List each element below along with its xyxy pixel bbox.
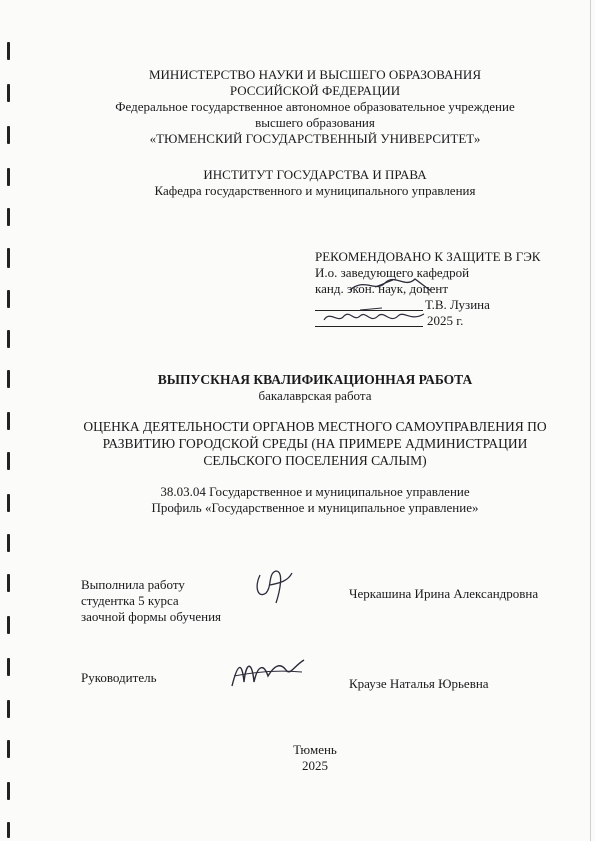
author-label-3: заочной формы обучения bbox=[81, 609, 222, 624]
work-subtype: бакалаврская работа bbox=[258, 388, 372, 403]
ministry-line: МИНИСТЕРСТВО НАУКИ И ВЫСШЕГО ОБРАЗОВАНИЯ bbox=[148, 67, 481, 82]
binder-mark bbox=[7, 616, 10, 634]
binder-mark bbox=[7, 452, 10, 470]
supervisor-label: Руководитель bbox=[81, 670, 157, 685]
supervisor-signature-icon bbox=[228, 652, 308, 694]
institute-block bbox=[60, 167, 570, 199]
binder-mark bbox=[7, 740, 10, 758]
work-type: ВЫПУСКНАЯ КВАЛИФИКАЦИОННАЯ РАБОТА bbox=[157, 372, 473, 387]
author-label-2: студентка 5 курса bbox=[81, 593, 179, 608]
binder-mark bbox=[7, 534, 10, 552]
year: 2025 bbox=[302, 758, 328, 773]
author-labels bbox=[81, 577, 221, 625]
binder-mark bbox=[7, 84, 10, 102]
binder-mark bbox=[7, 782, 10, 800]
approval-year: 2025 г. bbox=[427, 313, 464, 328]
binder-mark bbox=[7, 330, 10, 348]
city: Тюмень bbox=[293, 742, 337, 757]
institute-name: ИНСТИТУТ ГОСУДАРСТВА И ПРАВА bbox=[203, 167, 427, 182]
head-name: Т.В. Лузина bbox=[425, 297, 490, 312]
department-name: Кафедра государственного и муниципального управления bbox=[154, 183, 476, 198]
work-title-line-2: РАЗВИТИЮ ГОРОДСКОЙ СРЕДЫ (НА ПРИМЕРЕ АДМИНИСТРАЦИИ bbox=[102, 436, 528, 451]
approval-position: И.о. заведующего кафедрой bbox=[315, 265, 470, 280]
binder-mark bbox=[7, 126, 10, 144]
binder-mark bbox=[7, 658, 10, 676]
binder-mark bbox=[7, 494, 10, 512]
supervisor-name: Краузе Наталья Юрьевна bbox=[349, 676, 489, 691]
approval-degree: канд. экон. наук, доцент bbox=[315, 281, 449, 296]
work-title-line-1: ОЦЕНКА ДЕЯТЕЛЬНОСТИ ОРГАНОВ МЕСТНОГО САМОУПРАВЛЕНИЯ ПО bbox=[83, 419, 547, 434]
author-label-1: Выполнила работу bbox=[81, 577, 185, 592]
country-line: РОССИЙСКОЙ ФЕДЕРАЦИИ bbox=[229, 83, 401, 98]
binder-mark bbox=[7, 370, 10, 388]
binder-mark bbox=[7, 700, 10, 718]
binder-mark bbox=[7, 168, 10, 186]
date-handwriting-icon bbox=[320, 306, 430, 330]
program-code: 38.03.04 Государственное и муниципальное управление bbox=[160, 484, 470, 499]
author-name: Черкашина Ирина Александровна bbox=[349, 586, 539, 601]
binder-mark bbox=[7, 42, 10, 60]
program-block bbox=[60, 484, 570, 516]
institution-type-line-2: высшего образования bbox=[255, 115, 375, 130]
binder-mark bbox=[7, 248, 10, 268]
binder-mark bbox=[7, 412, 10, 430]
binder-mark bbox=[7, 574, 10, 592]
approval-recommended: РЕКОМЕНДОВАНО К ЗАЩИТЕ В ГЭК bbox=[315, 249, 541, 264]
footer-block bbox=[60, 742, 570, 774]
work-title bbox=[60, 418, 570, 469]
binder-mark bbox=[7, 822, 10, 838]
work-type-block bbox=[60, 371, 570, 404]
institution-header bbox=[60, 67, 570, 147]
scan-edge bbox=[590, 0, 591, 841]
head-signature-icon bbox=[345, 275, 435, 295]
program-profile: Профиль «Государственное и муниципальное управление» bbox=[151, 500, 479, 515]
institution-type-line: Федеральное государственное автономное образовательное учреждение bbox=[115, 99, 515, 114]
binder-mark bbox=[7, 208, 10, 226]
author-signature-icon bbox=[250, 563, 295, 611]
university-name: «ТЮМЕНСКИЙ ГОСУДАРСТВЕННЫЙ УНИВЕРСИТЕТ» bbox=[149, 131, 481, 146]
binder-mark bbox=[7, 290, 10, 308]
work-title-line-3: СЕЛЬСКОГО ПОСЕЛЕНИЯ САЛЫМ) bbox=[203, 453, 427, 468]
